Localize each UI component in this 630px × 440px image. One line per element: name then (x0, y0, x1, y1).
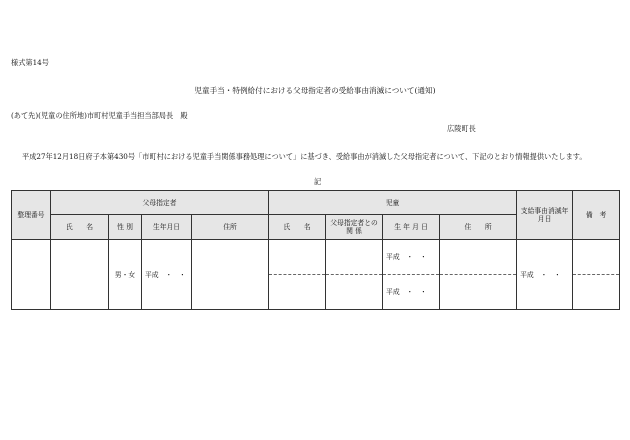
header-shikyu-jiyu: 支給事由消滅年月日 (517, 191, 573, 240)
header-seiri-bango: 整理番号 (12, 191, 51, 240)
cell-child-name-2 (269, 275, 326, 310)
cell-seiri-bango (12, 240, 51, 310)
body-text: 平成27年12月18日府子本第430号「市町村における児童手当関係事務処理について」に基づき、受給事由が消滅した父母指定者について、下記のとおり情報提供いたします。 (22, 152, 587, 161)
cell-biko-1 (573, 240, 620, 275)
cell-child-birth-1: 平成 ・ ・ (383, 240, 440, 275)
cell-parent-address (192, 240, 269, 310)
cell-gender: 男・女 (109, 240, 142, 310)
sender: 広陵町長 (447, 124, 476, 133)
ki-label: 記 (314, 177, 322, 186)
cell-child-relation-2 (326, 275, 383, 310)
cell-parent-birth: 平成 ・ ・ (142, 240, 192, 310)
header-jido: 児童 (269, 191, 517, 215)
header-seibetsu: 性 別 (109, 215, 142, 240)
header-kankei: 父母指定者との 関 係 (326, 215, 383, 240)
addressee: (あて先)(児童の住所地)市町村児童手当担当部局長 殿 (11, 111, 188, 120)
document-title: 児童手当・特例給付における父母指定者の受給事由消滅について(通知) (194, 86, 436, 95)
notification-table (11, 190, 620, 310)
cell-child-address-2 (440, 275, 517, 310)
header-jusho-fubo: 住所 (192, 215, 269, 240)
header-seinengappi-jido: 生 年 月 日 (383, 215, 440, 240)
header-shimei-jido: 氏 名 (269, 215, 326, 240)
cell-child-relation-1 (326, 240, 383, 275)
header-jusho-jido: 住 所 (440, 215, 517, 240)
cell-child-name-1 (269, 240, 326, 275)
header-shimei-fubo: 氏 名 (51, 215, 109, 240)
header-biko: 備 考 (573, 191, 620, 240)
header-fubo-shiteisha: 父母指定者 (51, 191, 269, 215)
cell-parent-name (51, 240, 109, 310)
cell-child-birth-2: 平成 ・ ・ (383, 275, 440, 310)
header-seinengappi-fubo: 生年月日 (142, 215, 192, 240)
form-number: 様式第14号 (11, 58, 49, 67)
cell-child-address-1 (440, 240, 517, 275)
cell-extinction-date: 平成 ・ ・ (517, 240, 573, 310)
cell-biko-2 (573, 275, 620, 310)
